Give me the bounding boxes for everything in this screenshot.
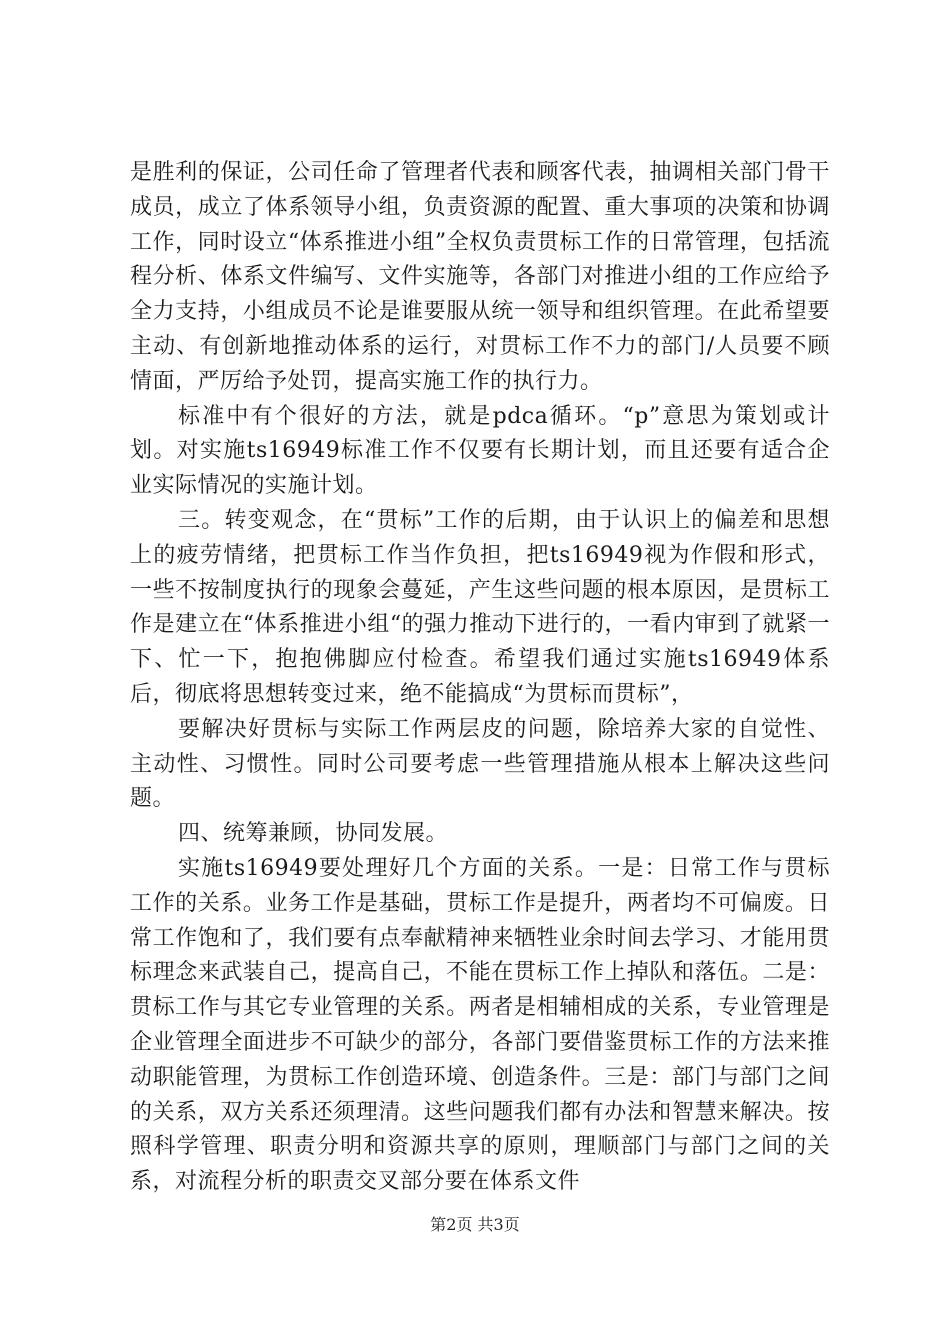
paragraph-6: 实施ts16949要处理好几个方面的关系。一是：日常工作与贯标工作的关系。业务工作是基础，贯标工作是提升，两者均不可偏废。日常工作饱和了，我们要有点奉献精神来牺牲业余时间去学习、才能用贯标理念来武装自己，提高自己，不能在贯标工作上掉队和落伍。二是：贯标工作与其它专业管理的关系。两者是相辅相成的关系，专业管理是企业管理全面进步不可缺少的部分，各部门要借鉴贯标工作的方法来推动职能管理，为贯标工作创造环境、创造条件。三是：部门与部门之间的关系，双方关系还须理清。这些问题我们都有办法和智慧来解决。按照科学管理、职责分明和资源共享的原则，理顺部门与部门之间的关系，对流程分析的职责交叉部分要在体系文件 <box>130 855 830 1195</box>
paragraph-2: 标准中有个很好的方法，就是pdca循环。“p”意思为策划或计划。对实施ts16949标准工作不仅要有长期计划，而且还要有适合企业实际情况的实施计划。 <box>130 403 830 499</box>
document-body <box>130 156 830 1200</box>
page-number-footer: 第2页 共3页 <box>430 1215 520 1234</box>
paragraph-3: 三。转变观念，在“贯标”工作的后期，由于认识上的偏差和思想上的疲劳情绪，把贯标工作当作负担，把ts16949视为作假和形式，一些不按制度执行的现象会蔓延，产生这些问题的根本原因，是贯标工作是建立在“体系推进小组“的强力推动下进行的，一看内审到了就紧一下、忙一下，抱抱佛脚应付检查。希望我们通过实施ts16949体系后，彻底将思想转变过来，绝不能搞成“为贯标而贯标”， <box>130 507 830 707</box>
paragraph-4: 要解决好贯标与实际工作两层皮的问题，除培养大家的自觉性、主动性、习惯性。同时公司要考虑一些管理措施从根本上解决这些问题。 <box>130 716 830 812</box>
section-heading-4: 四、统筹兼顾，协同发展。 <box>178 821 449 847</box>
paragraph-1: 是胜利的保证，公司任命了管理者代表和顾客代表，抽调相关部门骨干成员，成立了体系领导小组，负责资源的配置、重大事项的决策和协调工作，同时设立“体系推进小组”全权负责贯标工作的日常管理，包括流程分析、体系文件编写、文件实施等，各部门对推进小组的工作应给予全力支持，小组成员不论是谁要服从统一领导和组织管理。在此希望要主动、有创新地推动体系的运行，对贯标工作不力的部门/人员要不顾情面，严厉给予处罚，提高实施工作的执行力。 <box>130 160 830 394</box>
